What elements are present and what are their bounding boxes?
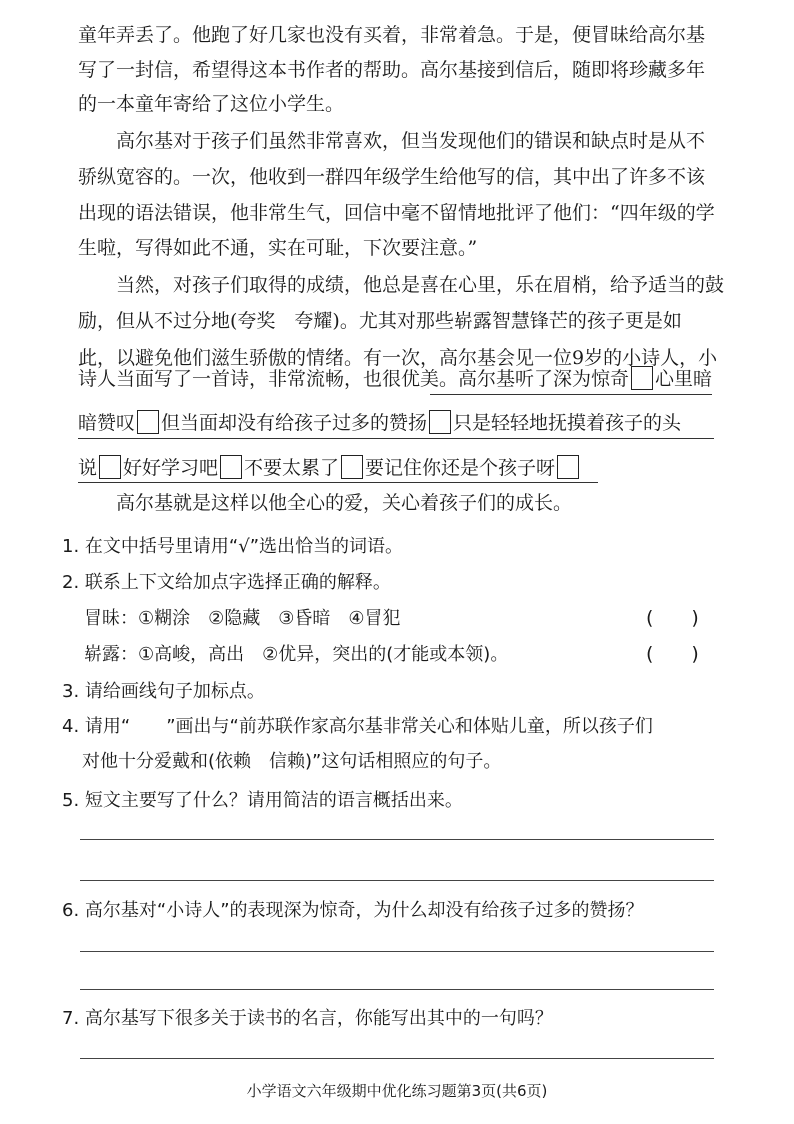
answer-parentheses[interactable]: ( ): [646, 643, 699, 665]
punctuation-box[interactable]: [220, 455, 242, 479]
punctuation-box[interactable]: [341, 455, 363, 479]
question-2: 2. 联系上下文给加点字选择正确的解释。: [62, 572, 391, 593]
passage-line: 生啦，写得如此不通，实在可耻，下次要注意。”: [78, 237, 478, 259]
question-7: 7. 高尔基写下很多关于读书的名言，你能写出其中的一句吗？: [62, 1008, 553, 1029]
sentence-underline: [78, 482, 598, 483]
underlined-sentence: 只是轻轻地抚摸着孩子的头: [453, 412, 682, 434]
passage-line: 童年弄丢了。他跑了好几家也没有买着，非常着急。于是，便冒昧给高尔基: [78, 24, 706, 46]
question-2a-word: 冒昧：: [84, 608, 138, 629]
underlined-sentence: 但当面却没有给孩子过多的赞扬: [161, 412, 428, 434]
question-6: 6. 高尔基对“小诗人”的表现深为惊奇，为什么却没有给孩子过多的赞扬？: [62, 900, 644, 921]
passage-line: 出现的语法错误，他非常生气，回信中毫不留情地批评了他们：“四年级的学: [78, 202, 715, 224]
page-footer: 小学语文六年级期中优化练习题第3页(共6页): [246, 1082, 548, 1100]
underlined-sentence: 心里暗: [655, 368, 713, 390]
sentence-underline: [78, 438, 714, 439]
passage-line: 当然，对孩子们取得的成绩，他总是喜在心里，乐在眉梢，给予适当的鼓: [116, 274, 725, 296]
passage-line: 骄纵宽容的。一次，他收到一群四年级学生给他写的信，其中出了许多不该: [78, 166, 706, 188]
question-1: 1. 在文中括号里请用“√”选出恰当的词语。: [62, 536, 404, 557]
answer-line[interactable]: [80, 1058, 714, 1059]
answer-line[interactable]: [80, 880, 714, 881]
punctuation-box[interactable]: [631, 366, 653, 390]
passage-line: 励，但从不过分地(夸奖 夸耀)。尤其对那些崭露智慧锋芒的孩子更是如: [78, 310, 682, 332]
question-4-cont: 对他十分爱戴和(依赖 信赖)”这句话相照应的句子。: [82, 751, 502, 772]
question-2b-options: ①高峻，高出 ②优异，突出的(才能或本领)。: [138, 644, 509, 665]
passage-line: [78, 366, 712, 390]
punctuation-box[interactable]: [557, 455, 579, 479]
answer-line[interactable]: [80, 989, 714, 990]
underlined-sentence: 高尔基听了深为惊奇: [458, 368, 630, 390]
question-2a: [84, 604, 401, 630]
passage-line: [78, 410, 681, 434]
answer-line[interactable]: [80, 951, 714, 952]
sentence-underline: [430, 394, 712, 395]
passage-line: 写了一封信，希望得这本书作者的帮助。高尔基接到信后，随即将珍藏多年: [78, 59, 706, 81]
answer-parentheses[interactable]: ( ): [646, 607, 699, 629]
question-5: 5. 短文主要写了什么？请用简洁的语言概括出来。: [62, 790, 463, 811]
underlined-sentence: 说: [78, 457, 98, 479]
question-4: 4. 请用“ ”画出与“前苏联作家高尔基非常关心和体贴儿童，所以孩子们: [62, 716, 653, 737]
passage-line: [78, 455, 581, 479]
passage-text: 诗人当面写了一首诗，非常流畅，也很优美。: [78, 368, 459, 390]
punctuation-box[interactable]: [137, 410, 159, 434]
punctuation-box[interactable]: [429, 410, 451, 434]
passage-line: 高尔基对于孩子们虽然非常喜欢，但当发现他们的错误和缺点时是从不: [116, 130, 706, 152]
question-2b-word: 崭露：: [84, 644, 138, 665]
question-3: 3. 请给画线句子加标点。: [62, 681, 265, 702]
question-2b: [84, 640, 508, 666]
underlined-sentence: 好好学习吧: [123, 457, 219, 479]
underlined-sentence: 暗赞叹: [78, 412, 136, 434]
punctuation-box[interactable]: [99, 455, 121, 479]
passage-line: 的一本童年寄给了这位小学生。: [78, 93, 345, 115]
answer-line[interactable]: [80, 839, 714, 840]
passage-line: 高尔基就是这样以他全心的爱，关心着孩子们的成长。: [116, 492, 573, 514]
passage-line: 此，以避免他们滋生骄傲的情绪。有一次，高尔基会见一位9岁的小诗人，小: [78, 347, 718, 369]
question-2a-options: ①糊涂 ②隐藏 ③昏暗 ④冒犯: [138, 608, 401, 629]
underlined-sentence: 要记住你还是个孩子呀: [365, 457, 556, 479]
underlined-sentence: 不要太累了: [244, 457, 340, 479]
